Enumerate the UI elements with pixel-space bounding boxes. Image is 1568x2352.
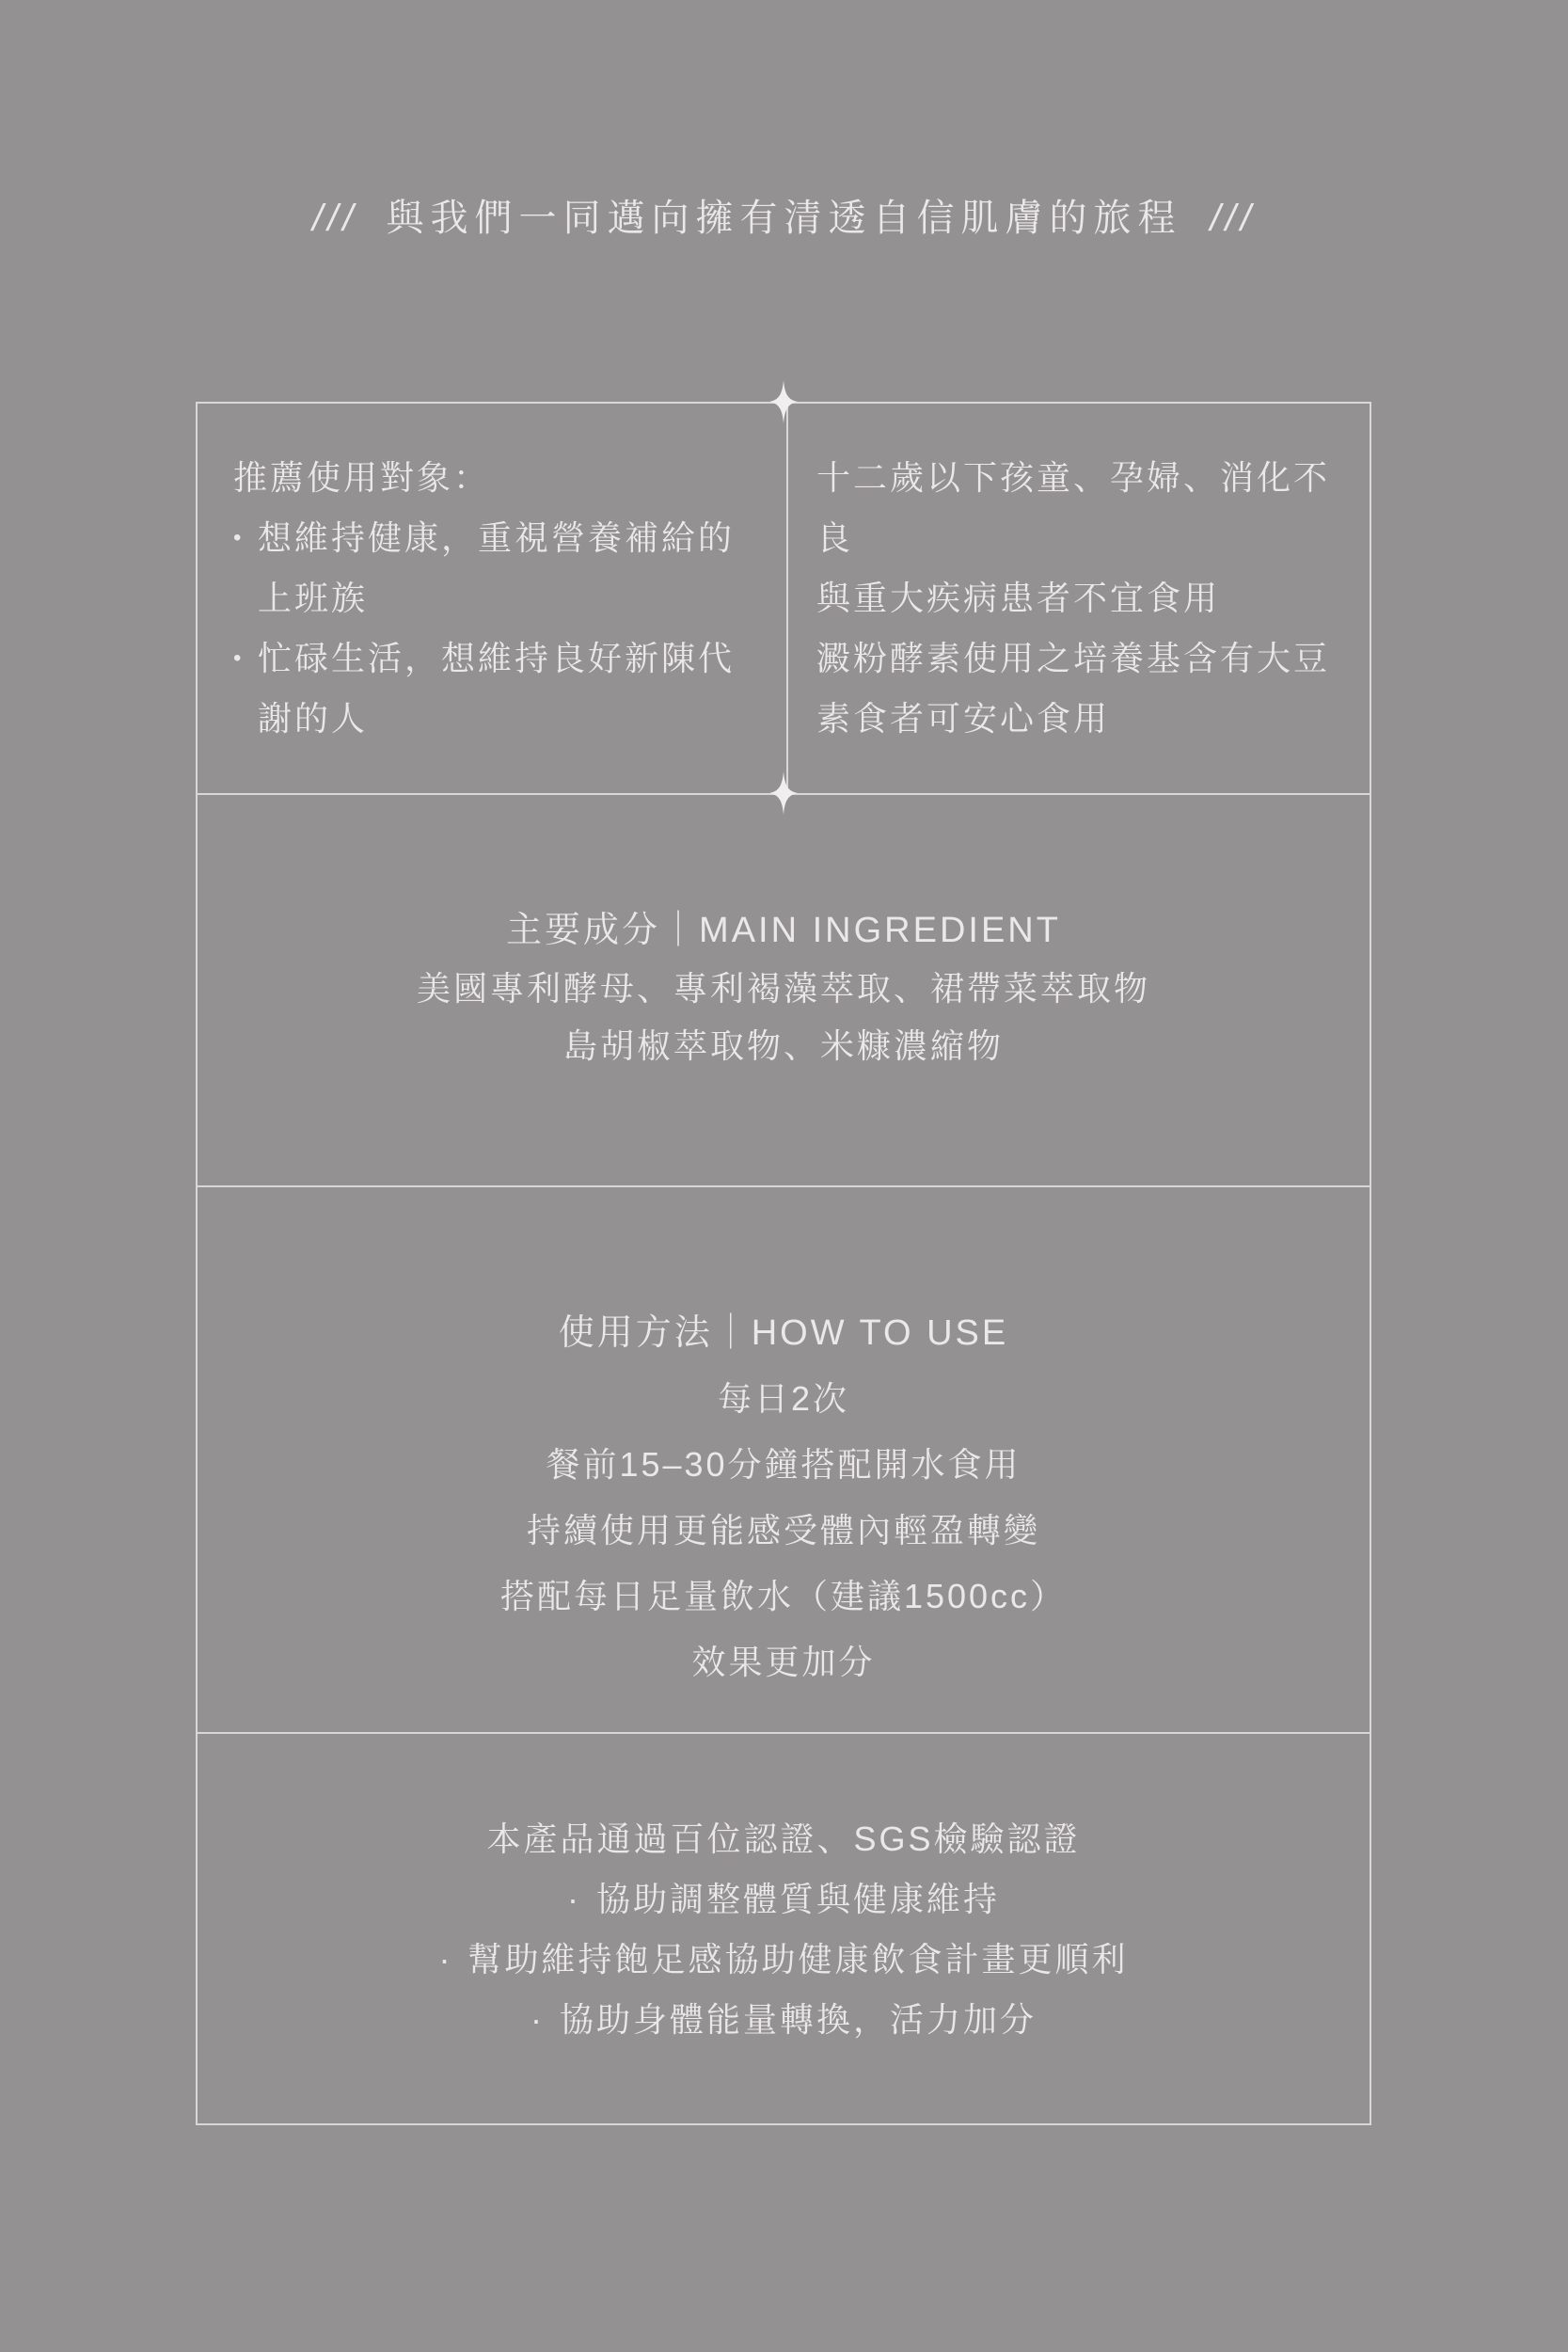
usage-line: 餐前15–30分鐘搭配開水食用 xyxy=(546,1445,1022,1484)
section-audience-warnings xyxy=(198,404,1370,793)
warning-line: 與重大疾病患者不宜食用 xyxy=(816,579,1221,617)
usage-line: 持續使用更能感受體內輕盈轉變 xyxy=(526,1511,1040,1549)
tagline xyxy=(0,194,1568,243)
certification-bullet xyxy=(198,1869,1370,1930)
tagline-slashes-left: /// xyxy=(312,198,358,239)
middle-dot-icon: · xyxy=(438,1940,453,1979)
warning-line: 澱粉酵素使用之培養基含有大豆 xyxy=(816,639,1331,677)
warnings-column xyxy=(788,404,1370,793)
how-to-use-title: 使用方法｜HOW TO USE xyxy=(558,1313,1009,1353)
usage-line: 每日2次 xyxy=(717,1379,850,1418)
tagline-slashes-right: /// xyxy=(1210,198,1256,239)
bullet-dot-icon: • xyxy=(233,525,245,550)
audience-bullet-2-line-2: 謝的人 xyxy=(258,699,369,738)
bullet-dot-icon: • xyxy=(233,645,245,671)
audience-bullet-1 xyxy=(233,508,773,628)
audience-column xyxy=(198,404,788,793)
audience-bullet-1-line-2: 上班族 xyxy=(258,579,369,617)
warning-line: 十二歲以下孩童、孕婦、消化不良 xyxy=(816,458,1331,557)
certification-bullet-text: 幫助維持飽足感協助健康飲食計畫更順利 xyxy=(467,1940,1129,1979)
audience-bullet-2-text xyxy=(258,628,735,749)
section-certification xyxy=(198,1732,1370,2123)
ingredient-line: 美國專利酵母、專利褐藻萃取、裙帶菜萃取物 xyxy=(416,969,1150,1008)
content-box xyxy=(196,402,1371,2125)
middle-dot-icon: · xyxy=(566,1880,581,1918)
tagline-text: 與我們一同邁向擁有清透自信肌膚的旅程 xyxy=(386,198,1182,239)
main-ingredient-title: 主要成分｜MAIN INGREDIENT xyxy=(506,911,1061,950)
sparkle-icon xyxy=(769,771,798,815)
certification-bullet xyxy=(198,1990,1370,2050)
certification-bullet xyxy=(198,1930,1370,1990)
warning-line: 素食者可安心食用 xyxy=(816,699,1111,738)
audience-bullet-2-line-1: 忙碌生活，想維持良好新陳代 xyxy=(258,639,736,677)
usage-line: 搭配每日足量飲水（建議1500cc） xyxy=(499,1577,1068,1615)
audience-bullet-1-line-1: 想維持健康，重視營養補給的 xyxy=(258,518,736,557)
certification-bullet-text: 協助身體能量轉換，活力加分 xyxy=(559,2000,1037,2039)
sparkle-icon xyxy=(769,380,798,423)
audience-heading: 推薦使用對象： xyxy=(233,458,491,497)
certification-heading: 本產品通過百位認證、SGS檢驗認證 xyxy=(486,1820,1081,1858)
ingredient-line: 島胡椒萃取物、米糠濃縮物 xyxy=(562,1026,1004,1065)
section-main-ingredient xyxy=(198,793,1370,1185)
audience-bullet-1-text xyxy=(258,508,735,628)
middle-dot-icon: · xyxy=(530,2000,545,2039)
usage-line: 效果更加分 xyxy=(691,1643,876,1681)
certification-bullet-text: 協助調整體質與健康維持 xyxy=(595,1880,1000,1918)
audience-bullet-2 xyxy=(233,628,773,749)
section-how-to-use xyxy=(198,1185,1370,1732)
